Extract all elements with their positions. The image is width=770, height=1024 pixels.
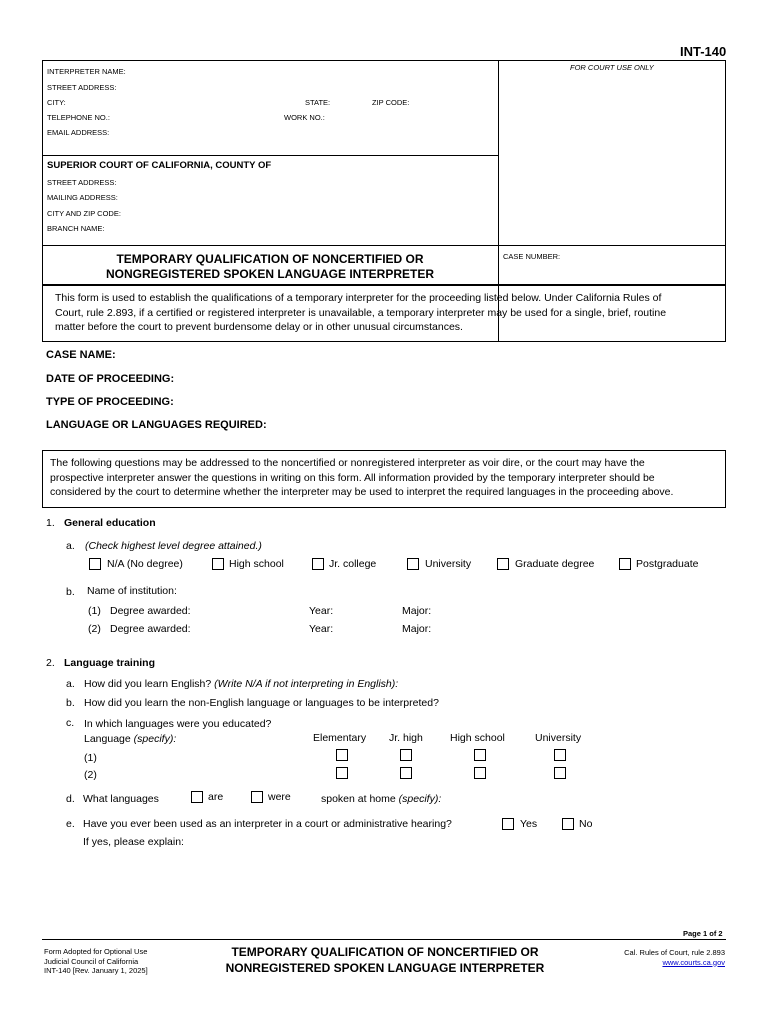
section1-a-letter: a.: [66, 540, 75, 552]
c-language-word: Language: [84, 733, 131, 745]
form-title: [42, 252, 498, 282]
court-city-zip-label: CITY AND ZIP CODE:: [47, 209, 121, 218]
col-high-school: High school: [450, 732, 505, 744]
intro-line1: This form is used to establish the qualifications of a temporary interpreter for the proceeding listed below. Under California Rules of: [55, 292, 662, 304]
section2-d-letter: d.: [66, 793, 75, 805]
interpreter-email-label: EMAIL ADDRESS:: [47, 128, 110, 137]
section2-d-spoken: [321, 793, 441, 805]
degree-row2-num: (2): [88, 623, 101, 635]
languages-label: LANGUAGE OR LANGUAGES REQUIRED:: [46, 419, 267, 431]
col-elementary: Elementary: [313, 732, 367, 744]
section1-num: 1.: [46, 517, 55, 529]
d-are-checkbox[interactable]: [191, 791, 203, 803]
degree-high-school-checkbox[interactable]: [212, 558, 224, 570]
c-row2-num: (2): [84, 769, 97, 781]
footer-title: [200, 945, 570, 976]
page-number: Page 1 of 2: [683, 929, 723, 938]
form-title-line1: TEMPORARY QUALIFICATION OF NONCERTIFIED OR: [116, 252, 424, 266]
degree-row1-label: Degree awarded:: [110, 605, 191, 617]
footer-url-link[interactable]: www.courts.ca.gov: [662, 957, 725, 967]
d-were-checkbox[interactable]: [251, 791, 263, 803]
interpreter-work-label: WORK NO.:: [284, 113, 325, 122]
degree-graduate-checkbox[interactable]: [497, 558, 509, 570]
court-divider: [42, 155, 498, 156]
court-use-label: FOR COURT USE ONLY: [570, 63, 654, 72]
section2-e-text: Have you ever been used as an interpreter in a court or administrative hearing?: [83, 818, 452, 830]
court-mailing-label: MAILING ADDRESS:: [47, 193, 118, 202]
intro-text: [55, 291, 725, 335]
intro-line3: matter before the court to prevent burdensome delay or in other unusual circumstances.: [55, 321, 463, 333]
degree-postgraduate-checkbox[interactable]: [619, 558, 631, 570]
d-were-label: were: [268, 791, 291, 803]
date-label: DATE OF PROCEEDING:: [46, 373, 175, 385]
section2-a-text: How did you learn English?: [84, 678, 212, 690]
c-row2-university-checkbox[interactable]: [554, 767, 566, 779]
section2-a-letter: a.: [66, 678, 75, 690]
interpreter-name-label: INTERPRETER NAME:: [47, 67, 126, 76]
type-label: TYPE OF PROCEEDING:: [46, 396, 174, 408]
footer-title-line2: NONREGISTERED SPOKEN LANGUAGE INTERPRETER: [225, 960, 545, 975]
section2-title: Language training: [64, 657, 156, 669]
year-row2-label: Year:: [309, 623, 334, 635]
major-row1-label: Major:: [402, 605, 432, 617]
voir-dire-text: [50, 456, 725, 500]
degree-graduate-label: Graduate degree: [515, 558, 595, 570]
section2-c-text: In which languages were you educated?: [84, 718, 272, 730]
c-specify: (specify):: [133, 733, 177, 745]
degree-jr-college-checkbox[interactable]: [312, 558, 324, 570]
voir-dire-line1: The following questions may be addressed to the noncertified or nonregistered interpreter as voir dire, or the court may have the: [50, 457, 645, 469]
col-university: University: [535, 732, 582, 744]
footer-rule-text: Cal. Rules of Court, rule 2.893: [624, 948, 725, 957]
e-yes-label: Yes: [520, 818, 538, 830]
case-number-label: CASE NUMBER:: [503, 252, 561, 261]
interpreter-state-label: STATE:: [305, 98, 331, 107]
d-are-label: are: [208, 791, 224, 803]
degree-high-school-label: High school: [229, 558, 284, 570]
section2-e-letter: e.: [66, 818, 75, 830]
voir-dire-line3: considered by the court to determine whether the interpreter may be used to interpret the required languages in the proceeding above.: [50, 486, 674, 498]
c-row2-high-school-checkbox[interactable]: [474, 767, 486, 779]
d-specify: (specify):: [398, 793, 442, 805]
degree-row2-label: Degree awarded:: [110, 623, 191, 635]
section2-num: 2.: [46, 657, 55, 669]
interpreter-city-label: CITY:: [47, 98, 66, 107]
footer-adopted: [44, 947, 148, 976]
footer-adopted-line3: INT-140 [Rev. January 1, 2025]: [44, 966, 148, 975]
c-row1-num: (1): [84, 752, 97, 764]
section2-b-text: How did you learn the non-English language or languages to be interpreted?: [84, 697, 439, 709]
degree-na-checkbox[interactable]: [89, 558, 101, 570]
section2-a: [84, 678, 398, 690]
section2-e-explain: If yes, please explain:: [83, 836, 184, 848]
c-row1-elementary-checkbox[interactable]: [336, 749, 348, 761]
footer-title-line1: TEMPORARY QUALIFICATION OF NONCERTIFIED OR: [231, 945, 539, 959]
intro-line2: Court, rule 2.893, if a certified or registered interpreter is unavailable, a temporary interpreter may be used for a single, brief, routine: [55, 306, 667, 319]
e-yes-checkbox[interactable]: [502, 818, 514, 830]
interpreter-telephone-label: TELEPHONE NO.:: [47, 113, 110, 122]
c-row1-high-school-checkbox[interactable]: [474, 749, 486, 761]
e-no-label: No: [579, 818, 593, 830]
degree-university-checkbox[interactable]: [407, 558, 419, 570]
d-spoken-text: spoken at home: [321, 793, 396, 805]
header-box: [42, 60, 726, 246]
degree-row1-num: (1): [88, 605, 101, 617]
section1-a-text: (Check highest level degree attained.): [85, 540, 262, 552]
section1-title: General education: [64, 517, 156, 529]
year-row1-label: Year:: [309, 605, 334, 617]
court-branch-label: BRANCH NAME:: [47, 224, 105, 233]
interpreter-zip-label: ZIP CODE:: [372, 98, 410, 107]
col-jr-high: Jr. high: [389, 732, 423, 744]
footer-adopted-line1: Form Adopted for Optional Use: [44, 947, 148, 956]
degree-university-label: University: [425, 558, 472, 570]
major-row2-label: Major:: [402, 623, 432, 635]
footer-rule: [42, 939, 726, 940]
c-row1-university-checkbox[interactable]: [554, 749, 566, 761]
e-no-checkbox[interactable]: [562, 818, 574, 830]
footer-adopted-line2: Judicial Council of California: [44, 956, 139, 966]
degree-jr-college-label: Jr. college: [329, 558, 377, 570]
form-id: INT-140: [680, 44, 727, 59]
case-name-label: CASE NAME:: [46, 349, 116, 361]
degree-na-label: N/A (No degree): [107, 558, 183, 570]
form-title-line2: NONGREGISTERED SPOKEN LANGUAGE INTERPRETER: [105, 267, 435, 281]
section2-c-letter: c.: [66, 717, 75, 729]
voir-dire-line2: prospective interpreter answer the questions in writing on this form. All information provided by the temporary interpreter should be: [50, 471, 655, 484]
section2-c-language: [84, 733, 176, 745]
interpreter-street-label: STREET ADDRESS:: [47, 83, 117, 92]
footer-rule-ref: [590, 948, 725, 967]
section1-b-letter: b.: [66, 586, 75, 598]
section2-d-text: What languages: [83, 793, 159, 805]
c-row1-jr-high-checkbox[interactable]: [400, 749, 412, 761]
section2-a-italic: (Write N/A if not interpreting in English):: [214, 678, 399, 690]
c-row2-elementary-checkbox[interactable]: [336, 767, 348, 779]
section2-b-letter: b.: [66, 697, 75, 709]
court-street-label: STREET ADDRESS:: [47, 178, 117, 187]
section1-b-text: Name of institution:: [87, 585, 177, 597]
c-row2-jr-high-checkbox[interactable]: [400, 767, 412, 779]
court-title: SUPERIOR COURT OF CALIFORNIA, COUNTY OF: [47, 160, 272, 171]
degree-postgraduate-label: Postgraduate: [636, 558, 699, 570]
